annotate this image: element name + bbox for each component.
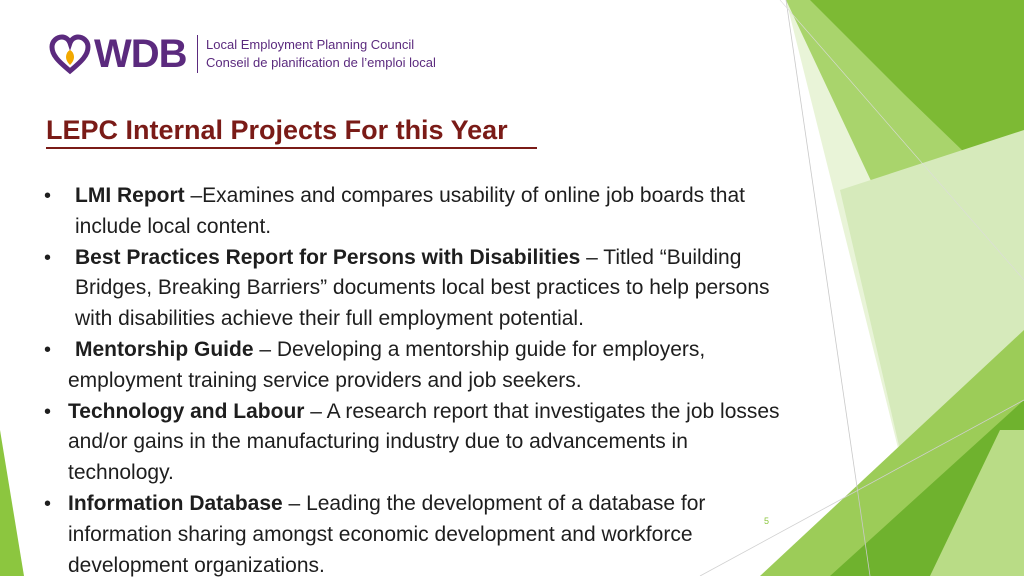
item-line bbox=[0, 489, 780, 520]
item-text: – A research report that investigates the job losses bbox=[304, 399, 780, 423]
page-number: 5 bbox=[764, 516, 770, 526]
item-heading: Best Practices Report for Persons with Disabilities bbox=[75, 245, 581, 269]
list-item bbox=[0, 243, 780, 335]
item-line: technology. bbox=[68, 461, 174, 485]
list-item bbox=[0, 181, 780, 243]
item-heading: Information Database bbox=[68, 491, 283, 515]
item-heading: Technology and Labour bbox=[68, 399, 305, 423]
item-line bbox=[0, 335, 780, 366]
bullet-dot: • bbox=[44, 492, 52, 515]
list-item bbox=[0, 397, 780, 489]
item-heading: Mentorship Guide bbox=[75, 337, 254, 361]
wdb-heart-icon bbox=[48, 33, 92, 75]
logo-line-english: Local Employment Planning Council bbox=[206, 37, 415, 52]
bullet-dot: • bbox=[44, 185, 52, 207]
list-item bbox=[0, 335, 780, 397]
item-heading: LMI Report bbox=[75, 184, 185, 207]
item-line: with disabilities achieve their full employment potential. bbox=[75, 307, 584, 331]
logo-divider bbox=[197, 35, 199, 73]
item-text: –Examines and compares usability of online job boards that bbox=[184, 184, 745, 207]
item-line bbox=[0, 397, 780, 428]
item-text: – Developing a mentorship guide for employers, bbox=[253, 337, 706, 361]
logo-wordmark: WDB bbox=[94, 32, 187, 76]
item-line: employment training service providers and job seekers. bbox=[68, 368, 582, 392]
bullet-dot: • bbox=[44, 400, 52, 423]
bullet-dot: • bbox=[44, 338, 52, 361]
item-line: Bridges, Breaking Barriers” documents local best practices to help persons bbox=[75, 276, 770, 300]
item-line bbox=[0, 181, 780, 212]
title-underline bbox=[46, 147, 537, 149]
logo-council-name bbox=[206, 36, 436, 72]
wdb-logo bbox=[48, 32, 436, 76]
slide-title: LEPC Internal Projects For this Year bbox=[46, 115, 508, 145]
project-list bbox=[0, 181, 780, 581]
item-line: information sharing amongst economic development and workforce bbox=[68, 522, 693, 546]
bullet-dot: • bbox=[44, 246, 52, 269]
item-line: include local content. bbox=[75, 214, 272, 238]
logo-line-french: Conseil de planification de l’emploi local bbox=[206, 55, 436, 70]
item-line: and/or gains in the manufacturing industry due to advancements in bbox=[68, 430, 688, 454]
item-line: development organizations. bbox=[68, 553, 325, 577]
item-text: – Leading the development of a database for bbox=[282, 491, 706, 515]
item-text: – Titled “Building bbox=[580, 245, 742, 269]
item-line bbox=[0, 243, 780, 274]
list-item bbox=[0, 489, 780, 581]
